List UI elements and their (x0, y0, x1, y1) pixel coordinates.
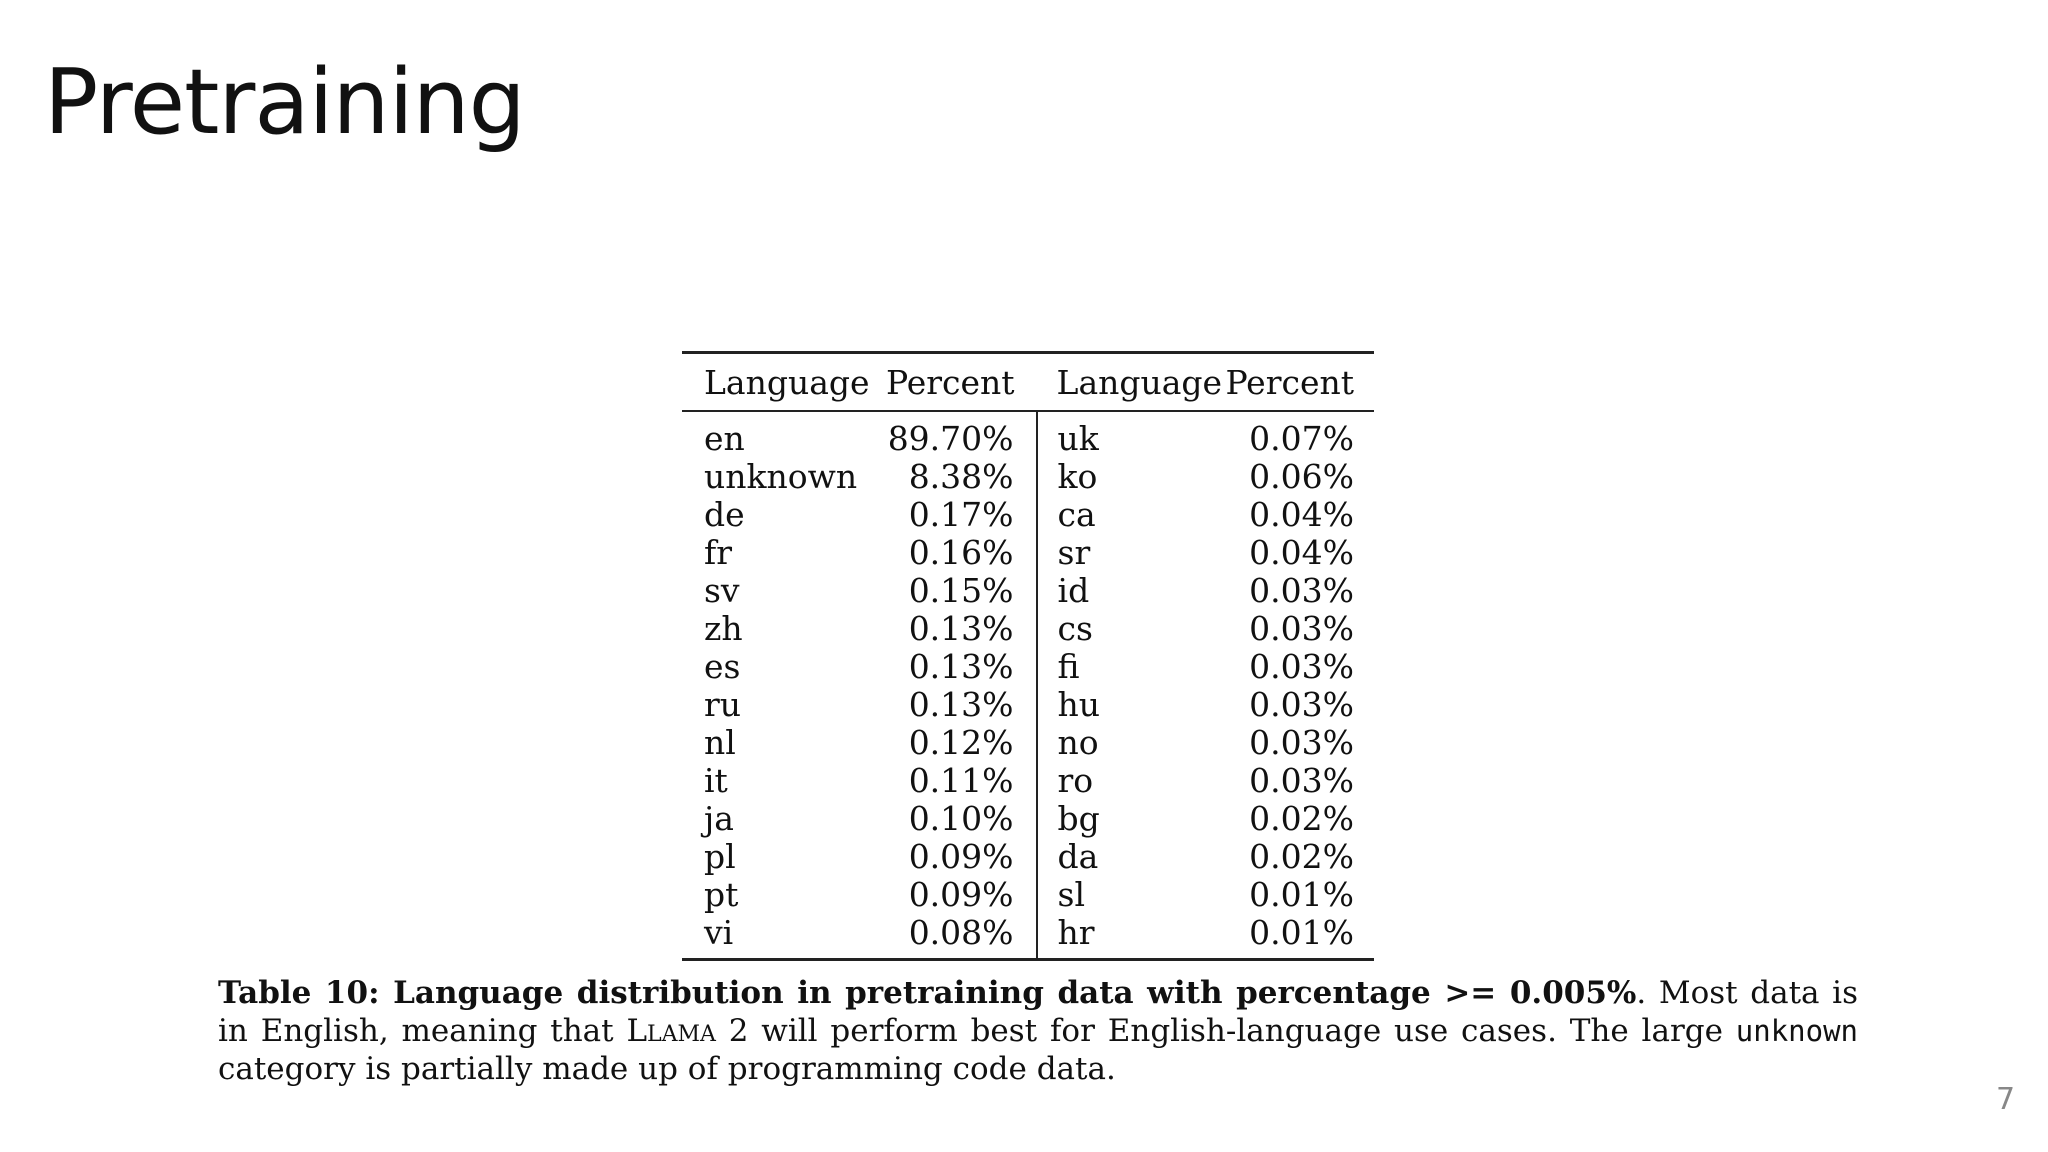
cell-percent-1: 8.38% (908, 457, 1014, 496)
cell-language-2: sr (1037, 534, 1226, 572)
table-row (682, 800, 1374, 838)
slide-title: Pretraining (44, 50, 525, 155)
cell-language-2: id (1037, 572, 1226, 610)
cell-percent-1: 0.12% (908, 723, 1014, 762)
caption-model-name: Llama 2 (626, 1013, 749, 1049)
cell-percent-2: 0.03% (1249, 685, 1354, 724)
cell-language-1: es (704, 647, 741, 686)
header-percent-2: Percent (1225, 353, 1374, 412)
cell-language-1: de (704, 495, 745, 534)
caption-text-2: will perform best for English-language use cases. The large (748, 1013, 1736, 1049)
cell-language-2: ca (1037, 496, 1226, 534)
cell-language-2: bg (1037, 800, 1226, 838)
cell-percent-2: 0.04% (1249, 495, 1354, 534)
cell-percent-1: 0.13% (908, 685, 1014, 724)
cell-percent-2: 0.01% (1249, 913, 1354, 952)
cell-language-1: nl (704, 723, 736, 762)
cell-percent-1: 89.70% (887, 419, 1014, 458)
cell-percent-1: 0.08% (908, 913, 1014, 952)
cell-percent-2: 0.03% (1249, 571, 1354, 610)
caption-code-term: unknown (1735, 1014, 1858, 1048)
cell-percent-1: 0.13% (908, 647, 1014, 686)
table-row (682, 534, 1374, 572)
cell-language-2: cs (1037, 610, 1226, 648)
table-row (682, 724, 1374, 762)
table-row (682, 572, 1374, 610)
cell-percent-2: 0.06% (1249, 457, 1354, 496)
caption-text-1: . Most data is in English, meaning that (218, 975, 1858, 1049)
cell-language-1: it (704, 761, 728, 800)
cell-language-1: ru (704, 685, 742, 724)
cell-percent-1: 0.16% (908, 533, 1014, 572)
caption-text-3: category is partially made up of programming code data. (218, 1051, 1116, 1087)
cell-percent-1: 0.09% (908, 837, 1014, 876)
cell-percent-2: 0.03% (1249, 647, 1354, 686)
cell-percent-2: 0.02% (1249, 837, 1354, 876)
cell-percent-1: 0.15% (908, 571, 1014, 610)
cell-percent-1: 0.17% (908, 495, 1014, 534)
table-row (682, 914, 1374, 960)
table-header-row (682, 353, 1374, 412)
table-row (682, 686, 1374, 724)
cell-language-2: sl (1037, 876, 1226, 914)
table-row (682, 458, 1374, 496)
cell-language-2: ro (1037, 762, 1226, 800)
caption-bold-label: Table 10: Language distribution in pretraining data with percentage >= 0.005% (218, 975, 1637, 1011)
cell-percent-1: 0.11% (908, 761, 1014, 800)
header-percent-1: Percent (884, 353, 1036, 412)
cell-language-2: uk (1037, 411, 1226, 458)
header-language-1: Language (682, 353, 884, 412)
language-distribution-table (682, 351, 1374, 961)
table-row (682, 762, 1374, 800)
cell-language-2: fi (1037, 648, 1226, 686)
cell-language-1: ja (704, 799, 734, 838)
cell-language-1: pt (704, 875, 739, 914)
cell-language-1: fr (704, 533, 732, 572)
cell-language-2: ko (1037, 458, 1226, 496)
cell-percent-2: 0.07% (1249, 419, 1354, 458)
cell-percent-2: 0.03% (1249, 609, 1354, 648)
cell-language-1: unknown (704, 457, 858, 496)
cell-language-1: sv (704, 571, 740, 610)
cell-percent-2: 0.04% (1249, 533, 1354, 572)
table-body (682, 411, 1374, 960)
cell-language-2: no (1037, 724, 1226, 762)
cell-percent-2: 0.03% (1249, 761, 1354, 800)
cell-language-1: zh (704, 609, 743, 648)
cell-language-2: hu (1037, 686, 1226, 724)
cell-language-1: vi (704, 913, 734, 952)
table-row (682, 838, 1374, 876)
table-caption (218, 974, 1858, 1088)
table-row (682, 648, 1374, 686)
cell-percent-2: 0.02% (1249, 799, 1354, 838)
page-number: 7 (1996, 1082, 2016, 1117)
cell-percent-1: 0.10% (908, 799, 1014, 838)
table-row (682, 876, 1374, 914)
cell-language-2: hr (1037, 914, 1226, 960)
table-row (682, 610, 1374, 648)
table-row (682, 411, 1374, 458)
cell-language-1: en (704, 419, 745, 458)
cell-percent-1: 0.09% (908, 875, 1014, 914)
header-language-2: Language (1037, 353, 1226, 412)
cell-percent-1: 0.13% (908, 609, 1014, 648)
table-row (682, 496, 1374, 534)
cell-percent-2: 0.01% (1249, 875, 1354, 914)
language-table-figure (682, 351, 1374, 961)
cell-percent-2: 0.03% (1249, 723, 1354, 762)
cell-language-1: pl (704, 837, 736, 876)
cell-language-2: da (1037, 838, 1226, 876)
